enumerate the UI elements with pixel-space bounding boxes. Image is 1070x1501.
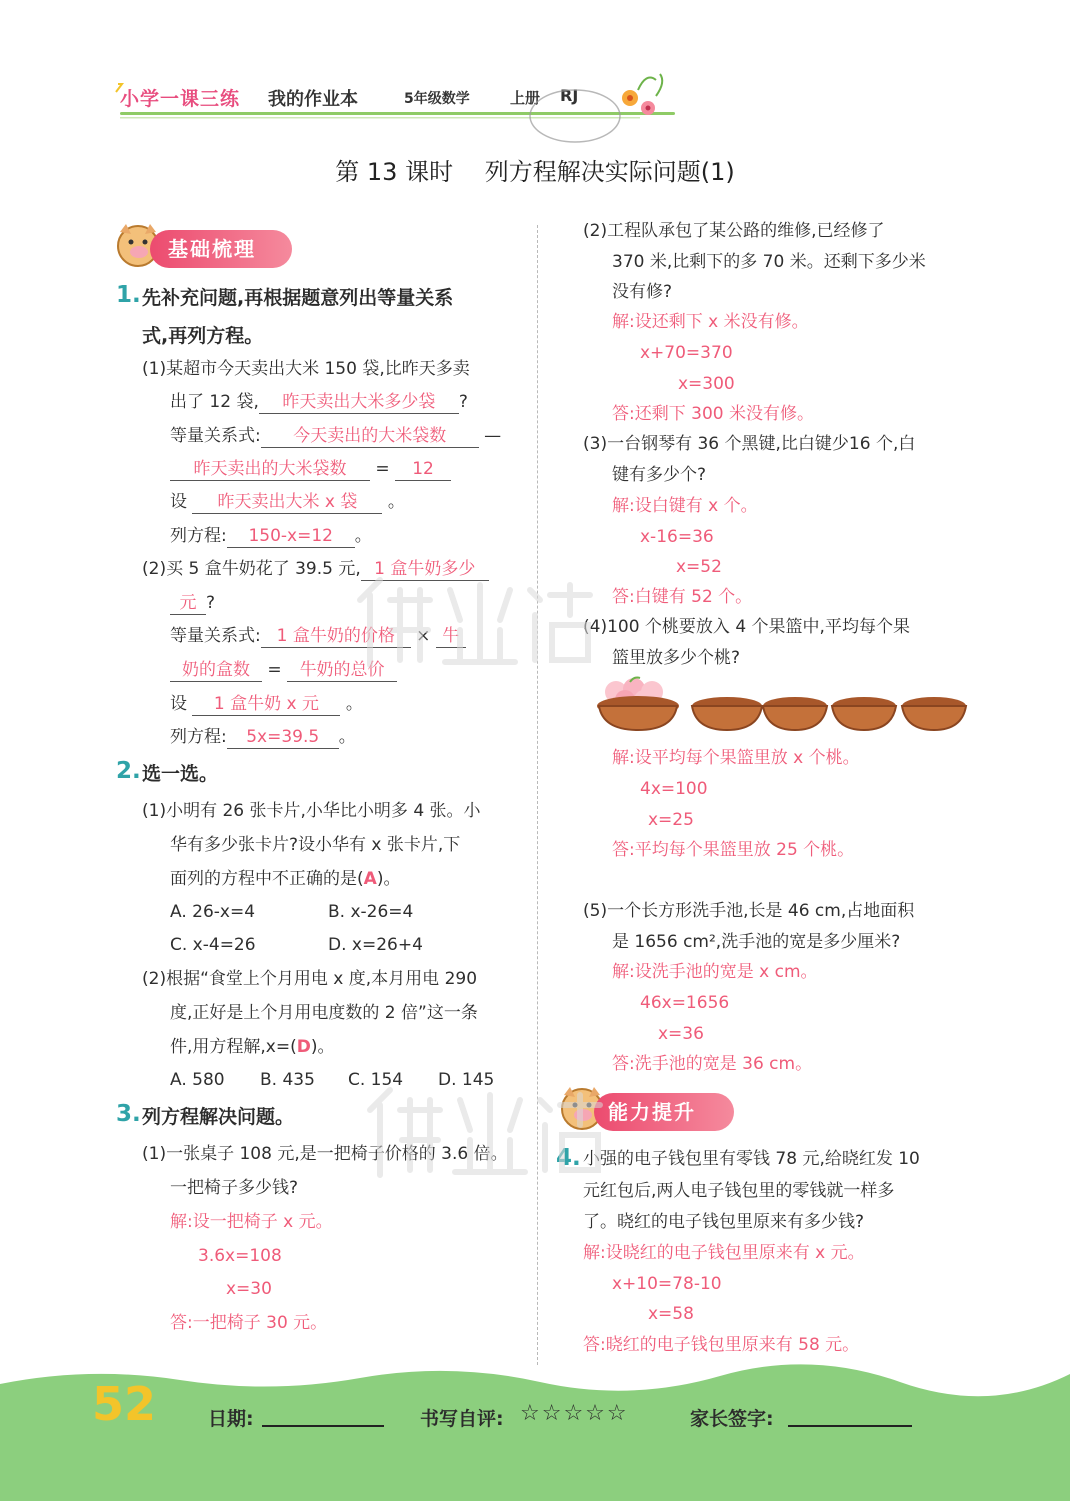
answer-blank: 昨天卖出大米 x 袋 <box>192 491 382 514</box>
problem-text: 一把椅子多少钱? <box>170 1178 299 1198</box>
answer-blank: 昨天卖出大米多少袋 <box>259 391 459 414</box>
option-d: D. 145 <box>438 1070 495 1090</box>
series-name: 小学一课三练 <box>120 88 241 110</box>
solution-line: 解:设洗手池的宽是 x cm。 <box>612 962 818 982</box>
basket-icon <box>832 697 896 730</box>
answer-blank: 昨天卖出的大米袋数 <box>170 458 370 481</box>
solution-line: x=58 <box>648 1304 694 1324</box>
book-name: 我的作业本 <box>268 89 358 110</box>
answer-blank: 150-x=12 <box>227 525 355 548</box>
self-evaluation-label: 书写自评: <box>420 1408 504 1430</box>
lesson-title <box>0 152 1070 187</box>
choice-answer: A <box>363 869 377 889</box>
column-divider <box>537 225 538 1365</box>
option-c: C. x-4=26 <box>170 935 256 955</box>
assume-line: 设 1 盒牛奶 x 元 。 <box>170 694 363 714</box>
problem-text: (4)100 个桃要放入 4 个果篮中,平均每个果 <box>583 617 910 637</box>
solution-answer: 答:平均每个果篮里放 25 个桃。 <box>612 840 855 860</box>
problem-text: (1)小明有 26 张卡片,小华比小明多 4 张。小 <box>142 801 481 821</box>
answer-blank: 今天卖出的大米袋数 <box>261 425 479 448</box>
solution-line: x=300 <box>678 374 735 394</box>
problem-text: (1)某超市今天卖出大米 150 袋,比昨天多卖 <box>142 359 470 379</box>
solution-answer: 答:还剩下 300 米没有修。 <box>612 404 814 424</box>
problem-line: (2)买 5 盒牛奶花了 39.5 元, 1 盒牛奶多少 <box>142 553 489 586</box>
solution-answer: 答:晓红的电子钱包里原来有 58 元。 <box>583 1335 860 1355</box>
problem-text: (1)一张桌子 108 元,是一把椅子价格的 3.6 倍。 <box>142 1144 508 1164</box>
problem-text: 没有修? <box>612 282 673 302</box>
question-head: 选一选。 <box>142 763 219 785</box>
solution-line: x=36 <box>658 1024 704 1044</box>
answer-blank: 5x=39.5 <box>227 726 339 749</box>
problem-text: 华有多少张卡片?设小华有 x 张卡片,下 <box>170 835 461 855</box>
option-a: A. 580 <box>170 1070 225 1090</box>
problem-text: 是 1656 cm²,洗手池的宽是多少厘米? <box>612 932 901 952</box>
answer-blank: 1 盒牛奶 x 元 <box>192 693 340 716</box>
parent-signature-label: 家长签字: <box>690 1408 774 1430</box>
answer-blank: 元 <box>170 592 206 615</box>
assume-line: 设 昨天卖出大米 x 袋 。 <box>170 492 405 512</box>
problem-text: (3)一台钢琴有 36 个黑键,比白键少16 个,白 <box>583 434 916 454</box>
solution-line: 46x=1656 <box>640 993 730 1013</box>
problem-text: 键有多少个? <box>612 465 707 485</box>
solution-line: x=52 <box>676 557 722 577</box>
answer-blank: 奶的盒数 <box>170 659 262 682</box>
option-a: A. 26-x=4 <box>170 902 256 922</box>
solution-line: 解:设还剩下 x 米没有修。 <box>612 312 809 332</box>
question-number: 3. <box>116 1101 141 1127</box>
question-head: 列方程解决问题。 <box>142 1106 295 1128</box>
relation-line: 等量关系式: 今天卖出的大米袋数 — <box>170 426 502 446</box>
problem-text: 小强的电子钱包里有零钱 78 元,给晓红发 10 <box>583 1149 920 1169</box>
lesson-number: 第 13 课时 <box>335 158 454 186</box>
stamp-icon <box>520 84 630 154</box>
solution-line: x-16=36 <box>640 527 714 547</box>
solution-answer: 答:白键有 52 个。 <box>612 587 753 607</box>
problem-line: 件,用方程解,x=(D)。 <box>170 1037 335 1057</box>
relation-line: 等量关系式: 1 盒牛奶的价格 × 牛 <box>170 620 466 653</box>
basket-icon <box>692 697 762 730</box>
basket-icon <box>597 696 679 730</box>
footer-band <box>0 1362 1070 1501</box>
solution-line: 解:设一把椅子 x 元。 <box>170 1212 333 1232</box>
problem-text: 元红包后,两人电子钱包里的零钱就一样多 <box>583 1181 895 1201</box>
option-d: D. x=26+4 <box>328 935 423 955</box>
answer-blank: 1 盒牛奶多少 <box>361 558 489 581</box>
solution-line: x=30 <box>226 1279 272 1299</box>
solution-line: 3.6x=108 <box>198 1246 282 1266</box>
question-number: 1. <box>116 282 141 308</box>
relation-line: 昨天卖出的大米袋数 = 12 <box>170 453 451 486</box>
watermark-logo <box>350 1080 650 1190</box>
solution-line: 解:设白键有 x 个。 <box>612 496 758 516</box>
problem-text: 了。晓红的电子钱包里原来有多少钱? <box>583 1212 865 1232</box>
equation-line: 列方程: 150-x=12 。 <box>170 526 372 546</box>
solution-line: x=25 <box>648 810 694 830</box>
volume-label: 上册 <box>510 89 541 107</box>
basket-icon <box>763 697 827 730</box>
answer-blank: 12 <box>395 458 451 481</box>
section-banner-advanced: 能力提升 <box>594 1093 734 1131</box>
relation-line: 奶的盒数 = 牛奶的总价 <box>170 654 397 687</box>
option-b: B. x-26=4 <box>328 902 414 922</box>
parent-signature-field[interactable] <box>788 1425 912 1427</box>
problem-text: (2)工程队承包了某公路的维修,已经修了 <box>583 221 885 241</box>
equation-line: 列方程: 5x=39.5 。 <box>170 727 356 747</box>
option-c: C. 154 <box>348 1070 404 1090</box>
solution-line: x+10=78-10 <box>612 1274 722 1294</box>
solution-answer: 答:洗手池的宽是 36 cm。 <box>612 1054 813 1074</box>
choice-answer: D <box>296 1037 311 1057</box>
date-field[interactable] <box>262 1425 384 1427</box>
answer-blank: 牛奶的总价 <box>287 659 397 682</box>
problem-text: 370 米,比剩下的多 70 米。还剩下多少米 <box>612 252 926 272</box>
solution-line: 解:设平均每个果篮里放 x 个桃。 <box>612 748 860 768</box>
grade-label: 5年级数学 <box>404 91 470 107</box>
question-number: 4. <box>556 1145 581 1171</box>
problem-line: 元 ? <box>170 587 215 620</box>
problem-text: 篮里放多少个桃? <box>612 648 741 668</box>
solution-line: x+70=370 <box>640 343 733 363</box>
edition-label: RJ <box>560 86 579 105</box>
page-number: 52 <box>92 1377 157 1431</box>
rating-stars[interactable]: ☆☆☆☆☆ <box>520 1401 629 1426</box>
problem-text: 度,正好是上个月用电度数的 2 倍”这一条 <box>170 1003 478 1023</box>
problem-text: (2)根据“食堂上个月用电 x 度,本月用电 290 <box>142 969 478 989</box>
answer-blank: 1 盒牛奶的价格 <box>261 625 411 648</box>
solution-line: 解:设晓红的电子钱包里原来有 x 元。 <box>583 1243 865 1263</box>
question-number: 2. <box>116 758 141 784</box>
date-label: 日期: <box>208 1408 254 1430</box>
problem-text: (5)一个长方形洗手池,长是 46 cm,占地面积 <box>583 901 915 921</box>
basket-icon <box>902 697 966 730</box>
question-head: 式,再列方程。 <box>142 325 264 347</box>
lesson-name: 列方程解决实际问题(1) <box>484 158 735 186</box>
watermark-logo <box>340 570 600 680</box>
fruit-baskets-illustration <box>594 676 972 738</box>
solution-answer: 答:一把椅子 30 元。 <box>170 1313 328 1333</box>
answer-blank: 牛 <box>436 625 466 648</box>
solution-line: 4x=100 <box>640 779 708 799</box>
option-b: B. 435 <box>260 1070 315 1090</box>
problem-line: 面列的方程中不正确的是(A)。 <box>170 869 401 889</box>
section-banner-basic: 基础梳理 <box>150 230 292 268</box>
problem-line: 出了 12 袋, 昨天卖出大米多少袋 ? <box>170 392 468 412</box>
question-head: 先补充问题,再根据题意列出等量关系 <box>142 287 454 309</box>
